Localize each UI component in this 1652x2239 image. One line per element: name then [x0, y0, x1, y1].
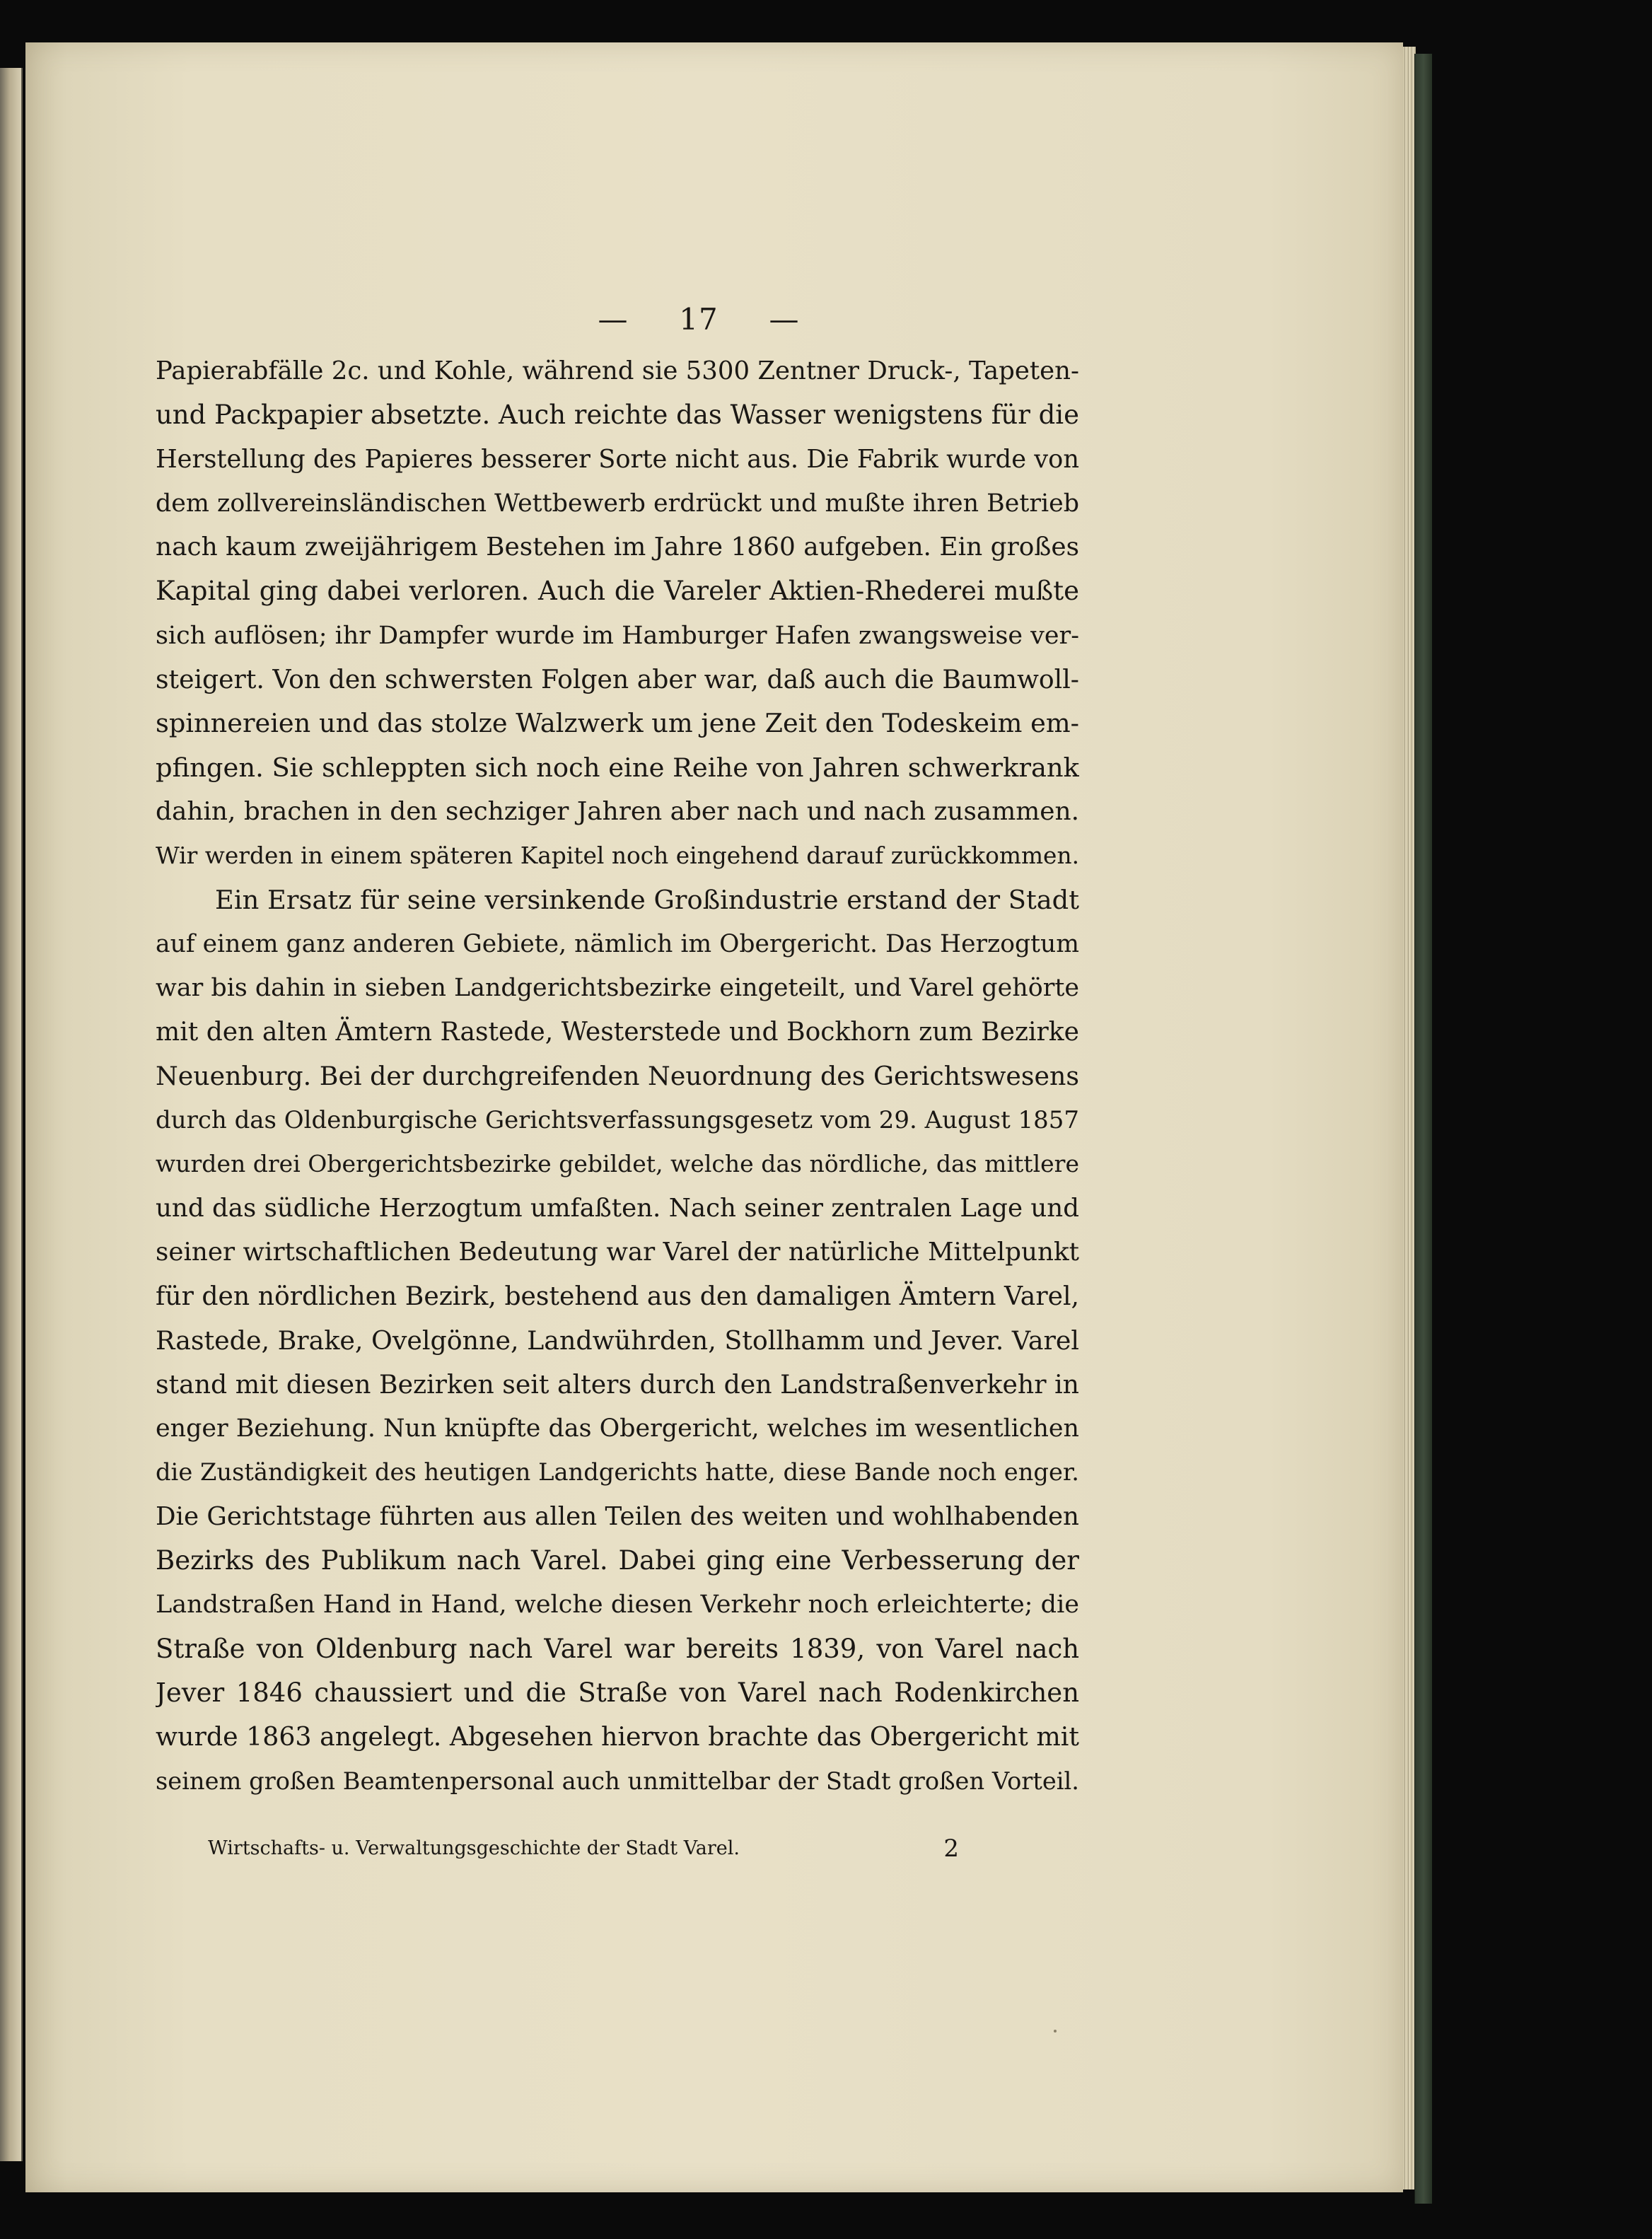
text-line: Bezirks des Publikum nach Varel. Dabei ging eine Verbesserung der: [156, 1545, 1079, 1576]
text-line: enger Beziehung. Nun knüpfte das Obergericht, welches im wesentlichen: [156, 1414, 1079, 1443]
text-line-paragraph-start: Ein Ersatz für seine versinkende Großindustrie erstand der Stadt: [215, 884, 1079, 915]
left-page-edge: [0, 68, 23, 2161]
text-line: pfingen. Sie schleppten sich noch eine Reihe von Jahren schwerkrank: [156, 752, 1079, 783]
text-line: Landstraßen Hand in Hand, welche diesen Verkehr noch erleichterte; die: [156, 1590, 1079, 1619]
text-line: dahin, brachen in den sechziger Jahren aber nach und nach zusammen.: [156, 796, 1079, 826]
page-content: [156, 300, 1079, 1803]
footer-signature: Wirtschafts- u. Verwaltungsgeschichte der Stadt Varel.: [208, 1837, 740, 1859]
text-line: Herstellung des Papieres besserer Sorte nicht aus. Die Fabrik wurde von: [156, 444, 1079, 474]
text-line: Wir werden in einem späteren Kapitel noch eingehend darauf zurückkommen.: [156, 842, 1079, 870]
text-line: Die Gerichtstage führten aus allen Teilen des weiten und wohlhabenden: [156, 1501, 1079, 1531]
text-line: steigert. Von den schwersten Folgen aber war, daß auch die Baumwoll-: [156, 664, 1079, 695]
text-line: und Packpapier absetzte. Auch reichte das Wasser wenigstens für die: [156, 400, 1079, 431]
text-line: nach kaum zweijährigem Bestehen im Jahre 1860 aufgeben. Ein großes: [156, 533, 1079, 562]
text-line: und das südliche Herzogtum umfaßten. Nach seiner zentralen Lage und: [156, 1193, 1079, 1223]
text-line: Straße von Oldenburg nach Varel war bereits 1839, von Varel nach: [156, 1633, 1079, 1664]
text-line: mit den alten Ämtern Rastede, Westerstede und Bockhorn zum Bezirke: [156, 1017, 1079, 1047]
text-line: war bis dahin in sieben Landgerichtsbezirke eingeteilt, und Varel gehörte: [156, 974, 1079, 1003]
book-cover-edge: [1414, 54, 1432, 2204]
text-line: Rastede, Brake, Ovelgönne, Landwührden, Stollhamm und Jever. Varel: [156, 1325, 1079, 1356]
text-line: wurde 1863 angelegt. Abgesehen hiervon brachte das Obergericht mit: [156, 1721, 1079, 1752]
page-number: 17: [679, 302, 719, 337]
header-dash-right: —: [769, 302, 800, 337]
text-line: spinnereien und das stolze Walzwerk um jene Zeit den Todeskeim em-: [156, 708, 1079, 739]
page-footer: [208, 1833, 959, 1864]
text-line: Papierabfälle 2c. und Kohle, während sie 5300 Zentner Druck-, Tapeten-: [156, 356, 1079, 385]
body-text: [156, 349, 1079, 1803]
text-line: auf einem ganz anderen Gebiete, nämlich im Obergericht. Das Herzogtum: [156, 929, 1079, 958]
text-line: wurden drei Obergerichtsbezirke gebildet, welche das nördliche, das mittlere: [156, 1150, 1079, 1178]
text-line: durch das Oldenburgische Gerichtsverfassungsgesetz vom 29. August 1857: [156, 1106, 1079, 1135]
paper-spot: [1054, 2030, 1057, 2032]
text-line: seinem großen Beamtenpersonal auch unmittelbar der Stadt großen Vorteil.: [156, 1767, 1079, 1795]
page-header: [156, 300, 1079, 339]
text-line: für den nördlichen Bezirk, bestehend aus den damaligen Ämtern Varel,: [156, 1281, 1079, 1312]
text-line: Jever 1846 chaussiert und die Straße von Varel nach Rodenkirchen: [156, 1677, 1079, 1708]
text-line: stand mit diesen Bezirken seit alters durch den Landstraßenverkehr in: [156, 1368, 1079, 1400]
text-line: seiner wirtschaftlichen Bedeutung war Varel der natürliche Mittelpunkt: [156, 1237, 1079, 1267]
text-line: Neuenburg. Bei der durchgreifenden Neuordnung des Gerichtswesens: [156, 1060, 1079, 1091]
text-line: die Zuständigkeit des heutigen Landgerichts hatte, diese Bande noch enger.: [156, 1458, 1079, 1487]
text-line: Kapital ging dabei verloren. Auch die Vareler Aktien-Rhederei mußte: [156, 576, 1079, 607]
footer-sheet-number: 2: [943, 1834, 959, 1863]
text-line: sich auflösen; ihr Dampfer wurde im Hamburger Hafen zwangsweise ver-: [156, 621, 1079, 650]
text-line: dem zollvereinsländischen Wettbewerb erdrückt und mußte ihren Betrieb: [156, 489, 1079, 518]
header-dash-left: —: [598, 302, 629, 337]
